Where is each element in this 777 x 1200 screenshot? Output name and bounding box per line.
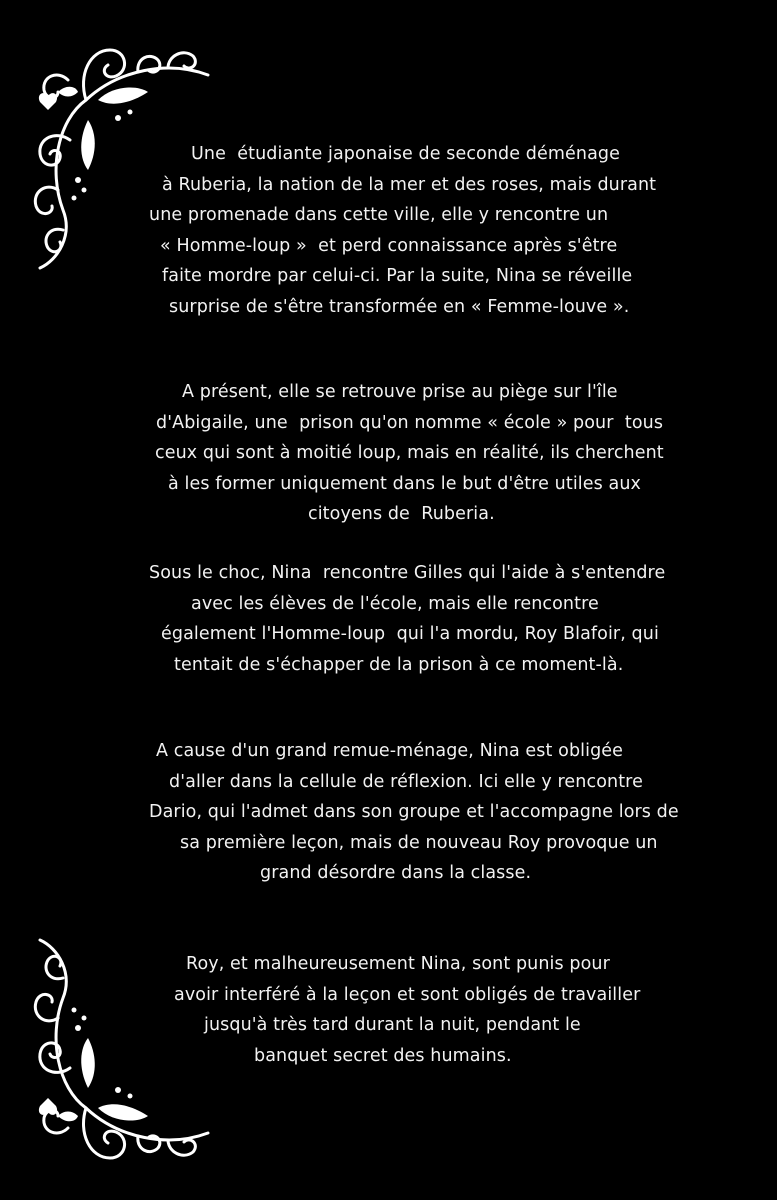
text-line: sa première leçon, mais de nouveau Roy provoque un (180, 832, 658, 853)
text-line: surprise de s'être transformée en « Femme-louve ». (169, 296, 630, 317)
text-line: jusqu'à très tard durant la nuit, pendant le (204, 1015, 581, 1035)
synopsis-paragraph-5 (130, 949, 720, 1071)
text-line: à Ruberia, la nation de la mer et des roses, mais durant (162, 174, 657, 195)
text-line: également l'Homme-loup qui l'a mordu, Roy Blafoir, qui (161, 624, 659, 644)
text-line: Sous le choc, Nina rencontre Gilles qui l'aide à s'entendre (149, 563, 666, 583)
synopsis-paragraph-4 (130, 736, 720, 889)
text-line: Roy, et malheureusement Nina, sont punis pour (186, 954, 610, 974)
text-line: ceux qui sont à moitié loup, mais en réalité, ils cherchent (155, 443, 664, 463)
text-line: A cause d'un grand remue-ménage, Nina est obligée (156, 741, 624, 761)
text-line: tentait de s'échapper de la prison à ce moment-là. (174, 654, 624, 675)
synopsis-paragraph-1 (130, 139, 720, 322)
text-line: d'aller dans la cellule de réflexion. Ici elle y rencontre (169, 771, 643, 792)
synopsis-paragraph-2 (130, 377, 720, 530)
text-line: à les former uniquement dans le but d'être utiles aux (168, 473, 641, 494)
text-line: « Homme-loup » et perd connaissance après s'être (160, 235, 618, 256)
text-line: avec les élèves de l'école, mais elle rencontre (191, 593, 599, 614)
text-line: Une étudiante japonaise de seconde déménage (191, 144, 620, 164)
text-line: faite mordre par celui-ci. Par la suite, Nina se réveille (162, 266, 633, 286)
synopsis-paragraph-3 (130, 558, 720, 680)
text-line: grand désordre dans la classe. (260, 863, 532, 883)
text-line: avoir interféré à la leçon et sont obligés de travailler (174, 984, 641, 1005)
text-line: une promenade dans cette ville, elle y rencontre un (149, 205, 609, 225)
text-line: A présent, elle se retrouve prise au piège sur l'île (182, 382, 618, 402)
text-line: Dario, qui l'admet dans son groupe et l'accompagne lors de (149, 802, 679, 822)
text-line: citoyens de Ruberia. (308, 504, 495, 524)
text-line: d'Abigaile, une prison qu'on nomme « école » pour tous (156, 412, 664, 433)
text-line: banquet secret des humains. (254, 1045, 512, 1066)
